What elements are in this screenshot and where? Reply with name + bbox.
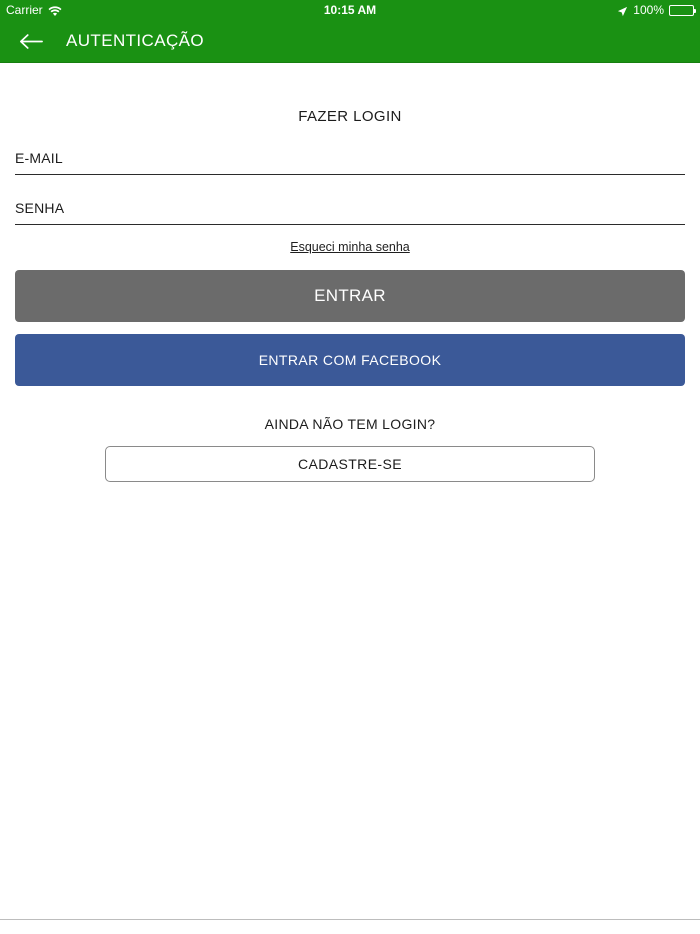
login-button[interactable]: ENTRAR (15, 270, 685, 322)
battery-percent-label: 100% (633, 3, 664, 17)
password-field[interactable] (15, 200, 685, 216)
battery-icon (669, 5, 694, 16)
carrier-label: Carrier (6, 3, 43, 17)
forgot-password-link[interactable]: Esqueci minha senha (290, 240, 410, 254)
email-field[interactable] (15, 150, 685, 166)
page-title: AUTENTICAÇÃO (66, 31, 204, 50)
signup-section (15, 416, 685, 482)
signup-button[interactable]: CADASTRE-SE (105, 446, 595, 482)
facebook-login-button[interactable]: ENTRAR COM FACEBOOK (15, 334, 685, 386)
status-bar-right (617, 3, 694, 17)
signup-prompt: AINDA NÃO TEM LOGIN? (264, 416, 436, 432)
status-bar (0, 0, 700, 20)
login-form (0, 108, 700, 482)
status-bar-clock: 10:15 AM (323, 3, 377, 17)
bottom-bar (0, 919, 700, 934)
wifi-icon (48, 6, 62, 17)
forgot-password-row (15, 238, 685, 256)
back-arrow-icon[interactable] (18, 30, 44, 52)
email-field-wrapper (15, 150, 685, 175)
navigation-bar (0, 20, 700, 63)
form-heading: FAZER LOGIN (298, 108, 402, 125)
location-arrow-icon (617, 6, 628, 17)
status-bar-left (6, 4, 62, 16)
password-field-wrapper (15, 200, 685, 225)
